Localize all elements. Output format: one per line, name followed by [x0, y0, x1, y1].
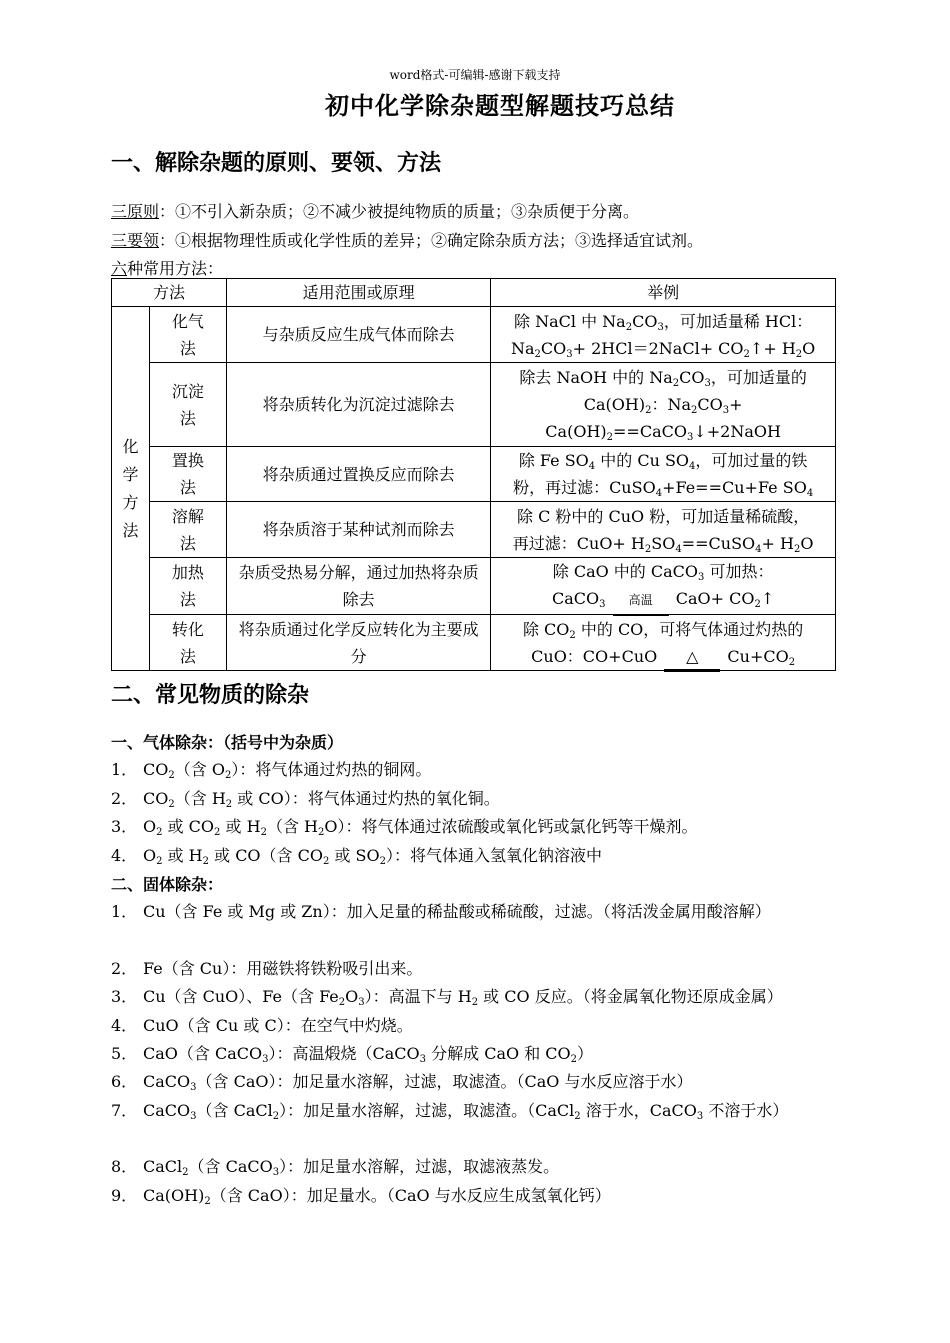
gas-heading: 一、气体除杂：（括号中为杂质）	[111, 733, 344, 752]
methods-text: 种常用方法：	[127, 259, 224, 278]
high-temp-condition	[611, 587, 671, 614]
method-cell: 化气法	[149, 307, 226, 363]
list-item: 4． $O_2$ 或 $H_2$ 或 CO（含 $CO_2$ 或 $SO_2$）：将气体通入氢氧化钠溶液中	[111, 846, 603, 867]
table-row	[112, 363, 836, 447]
table-row	[112, 615, 836, 671]
example-cell: 除 Fe $SO_4$ 中的 Cu $SO_4$，可加过量的铁 粉，再过滤：CuSO$_4$+Fe==Cu+Fe $SO_4$	[491, 447, 836, 502]
table-row	[112, 447, 836, 502]
list-item: 3． Cu（含 CuO）、Fe（含 $Fe_2O_3$）：高温下与 $H_2$ 或 CO 反应。（将金属氧化物还原成金属）	[111, 987, 783, 1008]
table-row	[112, 502, 836, 558]
principle-cell: 与杂质反应生成气体而除去	[226, 307, 490, 363]
methods-label: 六	[111, 259, 128, 278]
principles-line	[111, 199, 639, 222]
table-row	[112, 558, 836, 615]
group-label: 化学方法	[112, 307, 150, 671]
principle-cell: 将杂质溶于某种试剂而除去	[226, 502, 490, 558]
section-heading-2: 二、常见物质的除杂	[111, 682, 310, 708]
list-item: 8． CaCl$_2$（含 CaCO$_3$）：加足量水溶解，过滤，取滤液蒸发。	[111, 1157, 560, 1178]
list-item: 1． $CO_2$（含 $O_2$）：将气体通过灼热的铜网。	[111, 760, 432, 781]
table-row	[112, 307, 836, 363]
essentials-line	[111, 228, 703, 251]
list-item: 9． $Ca(OH)_2$（含 CaO）：加足量水。（CaO 与水反应生成氢氧化钙）	[111, 1186, 611, 1207]
heat-label: △	[686, 646, 699, 666]
methods-table	[111, 278, 836, 671]
principle-cell: 杂质受热易分解，通过加热将杂质除去	[226, 558, 490, 615]
document-title: 初中化学除杂题型解题技巧总结	[325, 91, 675, 120]
methods-line	[111, 256, 223, 279]
method-cell: 溶解法	[149, 502, 226, 558]
essentials-label: 三要领	[111, 231, 160, 250]
header-note: word格式-可编辑-感谢下载支持	[389, 68, 561, 82]
list-item: 6． CaCO$_3$（含 CaO）：加足量水溶解，过滤，取滤渣。（CaO 与水反应溶于水）	[111, 1072, 693, 1093]
principle-cell: 将杂质通过化学反应转化为主要成分	[226, 615, 490, 671]
example-cell: 除 $CO_2$ 中的 CO，可将气体通过灼热的 CuO：CO+CuO △ $Cu+CO_2$	[491, 615, 836, 671]
example-cell: 除去 NaOH 中的 $Na_2CO_3$，可加适量的 $Ca(OH)_2$：$Na_2CO_3+$ $Ca(OH)_2==CaCO_3↓+2NaOH$	[491, 363, 836, 447]
header-method: 方法	[112, 279, 227, 307]
list-item: 4． CuO（含 Cu 或 C）：在空气中灼烧。	[111, 1016, 413, 1035]
method-cell: 置换法	[149, 447, 226, 502]
list-item: 2． Fe（含 Cu）：用磁铁将铁粉吸引出来。	[111, 959, 423, 978]
heat-condition	[662, 643, 722, 670]
principles-text: ：①不引入新杂质；②不减少被提纯物质的质量；③杂质便于分离。	[159, 202, 640, 221]
list-item: 3． $O_2$ 或 $CO_2$ 或 $H_2$（含 $H_2O$）：将气体通过浓硫酸或氧化钙或氯化钙等干燥剂。	[111, 817, 698, 838]
table-header-row	[112, 279, 836, 307]
high-temp-label: 高温	[628, 593, 653, 607]
list-item: 2． $CO_2$（含 $H_2$ 或 CO）：将气体通过灼热的氧化铜。	[111, 789, 500, 810]
method-cell: 沉淀法	[149, 363, 226, 447]
example-cell: 除 C 粉中的 CuO 粉，可加适量稀硫酸， 再过滤：$CuO+ H_2SO_4==CuSO_4+ H_2O$	[491, 502, 836, 558]
example-cell: 除 CaO 中的 CaCO$_3$ 可加热： CaCO$_3$ 高温 $CaO+ CO_2↑$	[491, 558, 836, 615]
header-principle: 适用范围或原理	[226, 279, 490, 307]
principle-cell: 将杂质转化为沉淀过滤除去	[226, 363, 490, 447]
method-cell: 转化法	[149, 615, 226, 671]
principle-cell: 将杂质通过置换反应而除去	[226, 447, 490, 502]
list-item: 7． CaCO$_3$（含 CaCl$_2$）：加足量水溶解，过滤，取滤渣。（CaCl$_2$ 溶于水，CaCO$_3$ 不溶于水）	[111, 1101, 789, 1122]
solid-heading: 二、固体除杂：	[111, 875, 224, 894]
method-cell: 加热法	[149, 558, 226, 615]
principles-label: 三原则	[111, 202, 160, 221]
list-item: 5． CaO（含 CaCO$_3$）：高温煅烧（CaCO$_3$ 分解成 CaO 和 $CO_2$）	[111, 1044, 594, 1065]
header-example: 举例	[491, 279, 836, 307]
section-heading-1: 一、解除杂题的原则、要领、方法	[111, 150, 442, 176]
list-item: 1． Cu（含 Fe 或 Mg 或 Zn）：加入足量的稀盐酸或稀硫酸，过滤。（将活泼金属用酸溶解）	[111, 902, 771, 921]
essentials-text: ：①根据物理性质或化学性质的差异；②确定除杂质方法；③选择适宜试剂。	[159, 231, 704, 250]
example-cell: 除 NaCl 中 $Na_2CO_3$，可加适量稀 HCl： $Na_2CO_3+$ 2HCl＝2NaCl+ $CO_2↑+ H_2O$	[491, 307, 836, 363]
